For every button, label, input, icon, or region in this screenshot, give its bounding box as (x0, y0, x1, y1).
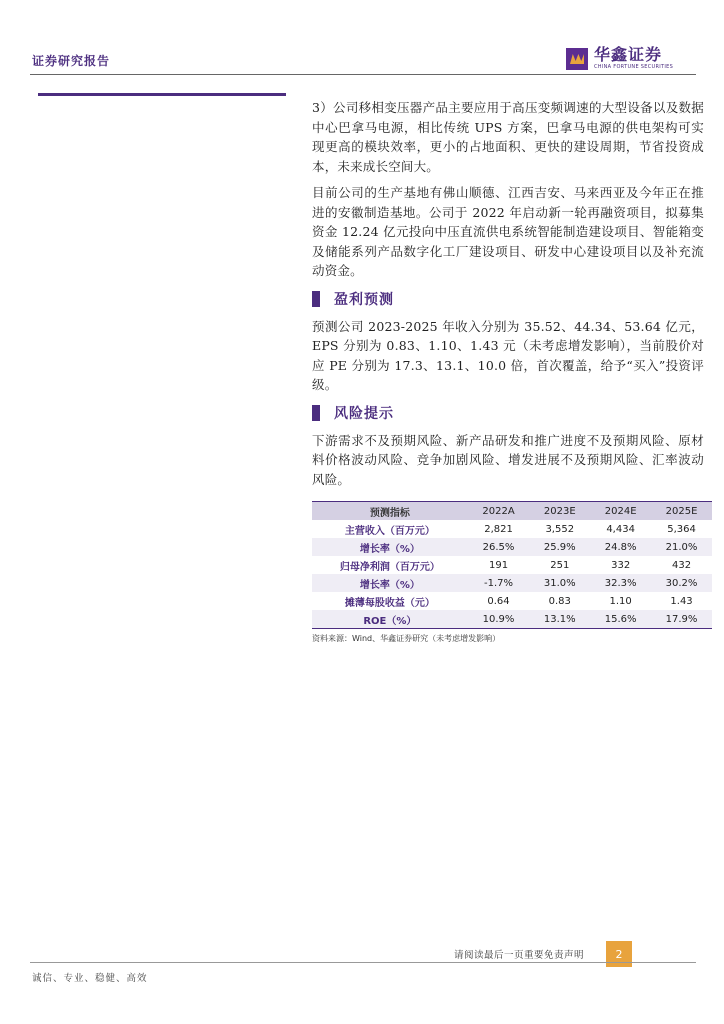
table-cell: -1.7% (468, 574, 530, 592)
company-logo (566, 46, 673, 71)
logo-name: 华鑫证券 (594, 45, 663, 64)
table-header-cell: 预测指标 (312, 502, 468, 521)
table-cell: 432 (671, 559, 692, 571)
table-cell: 10.9% (468, 610, 530, 629)
section-marker (312, 405, 320, 421)
section-earnings-forecast (312, 289, 704, 309)
table-row (312, 592, 712, 610)
table-cell: 26.5% (468, 538, 530, 556)
table-cell: 30.2% (651, 574, 712, 592)
table-cell: 251 (550, 559, 570, 571)
logo-mark-icon (566, 48, 588, 70)
main-content (312, 98, 704, 644)
table-cell: 21.0% (651, 538, 712, 556)
table-cell: 24.8% (590, 538, 651, 556)
table-row (312, 610, 712, 629)
table-cell: 3,552 (545, 523, 575, 535)
table-cell: 1.10 (609, 595, 632, 607)
report-type-label: 证券研究报告 (32, 54, 111, 68)
section-title: 风险提示 (334, 405, 394, 422)
row-label: ROE（%） (312, 610, 468, 629)
table-header-row (312, 502, 712, 521)
row-label: 主营收入（百万元） (344, 525, 435, 537)
paragraph-risk: 下游需求不及预期风险、新产品研发和推广进度不及预期风险、原材料价格波动风险、竞争加剧风险、增发进展不及预期风险、汇率波动风险。 (312, 432, 704, 487)
table-cell: 4,434 (606, 523, 635, 535)
forecast-table (312, 501, 712, 629)
table-cell: 25.9% (529, 538, 590, 556)
table-cell: 1.43 (670, 595, 693, 607)
footer-motto: 诚信、专业、稳健、高效 (32, 973, 148, 984)
table-header-cell: 2025E (651, 502, 712, 521)
table-cell: 332 (611, 559, 631, 571)
table-row (312, 520, 712, 538)
footer-divider (30, 962, 696, 963)
table-row (312, 556, 712, 574)
table-header-cell: 2024E (590, 502, 651, 521)
table-source: 资料来源：Wind、华鑫证券研究（未考虑增发影响） (312, 634, 501, 643)
row-label: 摊薄每股收益（元） (344, 597, 435, 609)
section-marker (312, 291, 320, 307)
row-label: 归母净利润（百万元） (339, 561, 440, 573)
table-cell: 2,821 (484, 523, 513, 535)
paragraph-product: 3）公司移相变压器产品主要应用于高压变频调速的大型设备以及数据中心巴拿马电源，相比传统 UPS 方案，巴拿马电源的供电架构可实现更高的模块效率，更小的占地面积、更快的建设周期，节省投资成本，未来成长空间大。 (312, 100, 704, 174)
paragraph-forecast: 预测公司 2023-2025 年收入分别为 35.52、44.34、53.64 亿元，EPS 分别为 0.83、1.10、1.43 元（未考虑增发影响），当前股价对应 PE 分别为 17.3、13.1、10.0 倍，首次覆盖，给予“买入”投资评级。 (312, 318, 704, 392)
table-cell: 191 (488, 559, 509, 571)
section-title: 盈利预测 (334, 291, 394, 308)
table-cell: 0.83 (548, 595, 571, 607)
table-row (312, 574, 712, 592)
left-column-bar (38, 93, 286, 96)
row-label: 增长率（%） (312, 538, 468, 556)
section-risk (312, 403, 704, 423)
table-cell: 15.6% (590, 610, 651, 629)
table-cell: 5,364 (667, 523, 696, 535)
table-cell: 32.3% (590, 574, 651, 592)
header-divider (30, 74, 696, 75)
disclaimer-note: 请阅读最后一页重要免责声明 (454, 950, 585, 961)
table-cell: 31.0% (529, 574, 590, 592)
table-header-cell: 2022A (468, 502, 530, 521)
table-cell: 0.64 (487, 595, 510, 607)
table-header-cell: 2023E (529, 502, 590, 521)
logo-english: CHINA FORTUNE SECURITIES (594, 64, 674, 70)
paragraph-production-base: 目前公司的生产基地有佛山顺德、江西吉安、马来西亚及今年正在推进的安徽制造基地。公司于 2022 年启动新一轮再融资项目，拟募集资金 12.24 亿元投向中压直流供电系统智能制造建设项目、智能箱变及储能系列产品数字化工厂建设项目、研发中心建设项目以及补充流动资金。 (312, 185, 704, 278)
page-number: 2 (606, 941, 632, 967)
table-cell: 17.9% (651, 610, 712, 629)
table-cell: 13.1% (529, 610, 590, 629)
table-row (312, 538, 712, 556)
row-label: 增长率（%） (312, 574, 468, 592)
